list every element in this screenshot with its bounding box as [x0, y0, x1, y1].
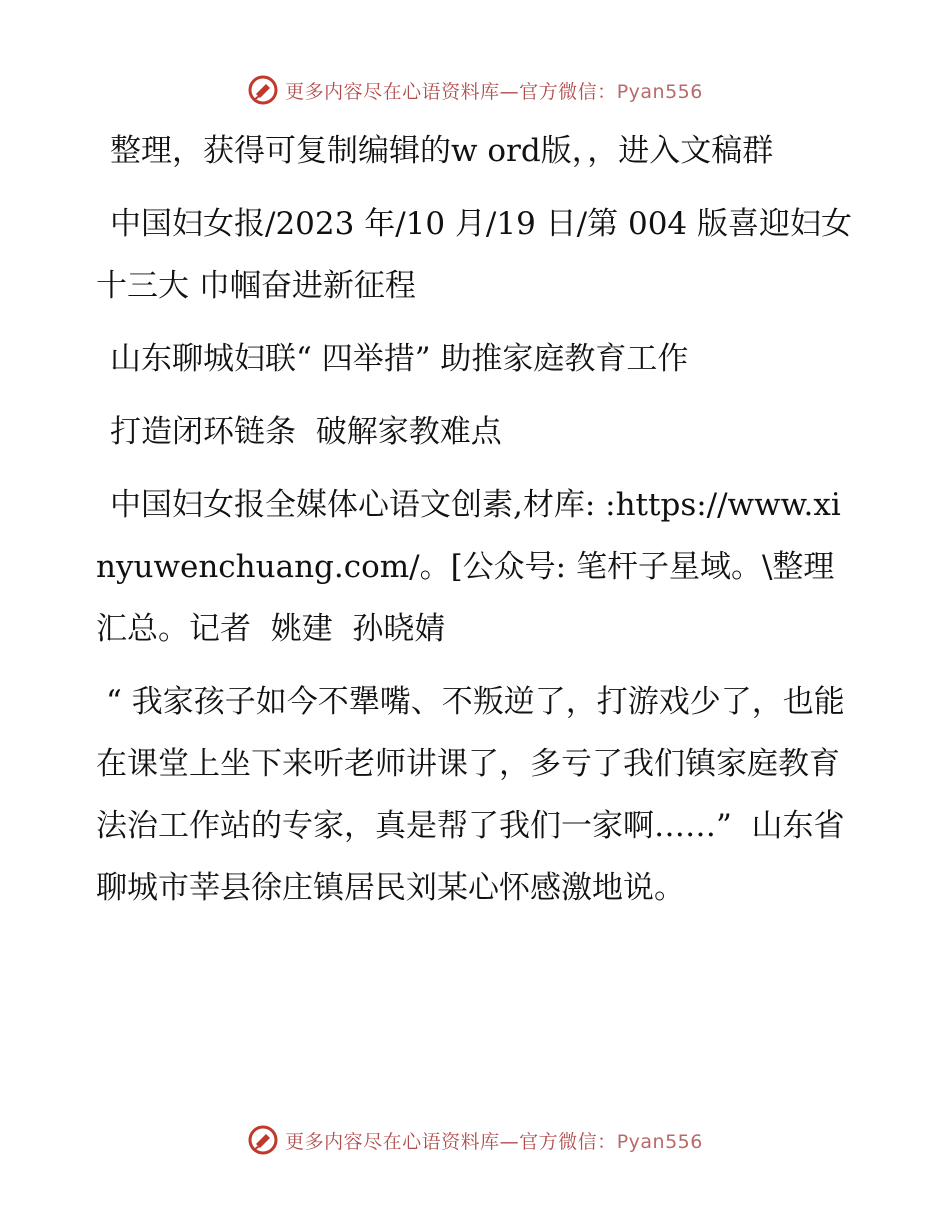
banner-separator: — — [499, 80, 520, 103]
article-headline: 山东聊城妇联“ 四举措” 助推家庭教育工作 — [110, 341, 689, 377]
banner-account-label: 官方微信： — [519, 1130, 617, 1153]
header-banner — [0, 70, 950, 110]
footer-banner — [0, 1120, 950, 1160]
paragraph-intro: 整理，获得可复制编辑的w ord版，，进入文稿群 — [110, 133, 774, 169]
banner-account-label: 官方微信： — [519, 80, 617, 103]
banner-text — [285, 1127, 703, 1154]
article-subheadline: 打造闭环链条 破解家教难点 — [110, 414, 502, 450]
paragraph-quote: “ 我家孩子如今不犟嘴、不叛逆了，打游戏少了，也能在课堂上坐下来听老师讲课了，多亏了我们镇家庭教育法治工作站的专家，真是帮了我们一家啊……” 山东省聊城市莘县徐庄镇居民刘某心怀感激地说。 — [96, 684, 845, 906]
paragraph-source-line: 中国妇女报/2023 年/10 月/19 日/第 004 版喜迎妇女十三大 巾帼奋进新征程 — [96, 206, 853, 304]
banner-separator: — — [499, 1130, 520, 1153]
banner-brand-text: 更多内容尽在心语资料库 — [285, 1130, 500, 1153]
paragraph-byline: 中国妇女报全媒体心语文创素,材库: :https://www.xinyuwenchuang.com/。[公众号: 笔杆子星域。\整理汇总。记者 姚建 孙晓婧 — [96, 487, 841, 647]
banner-account-id: Pyan556 — [616, 1130, 703, 1153]
brand-logo-icon — [247, 74, 279, 106]
document-body — [96, 120, 856, 930]
banner-account-id: Pyan556 — [616, 80, 703, 103]
banner-brand-text: 更多内容尽在心语资料库 — [285, 80, 500, 103]
banner-text — [285, 77, 703, 104]
brand-logo-icon — [247, 1124, 279, 1156]
